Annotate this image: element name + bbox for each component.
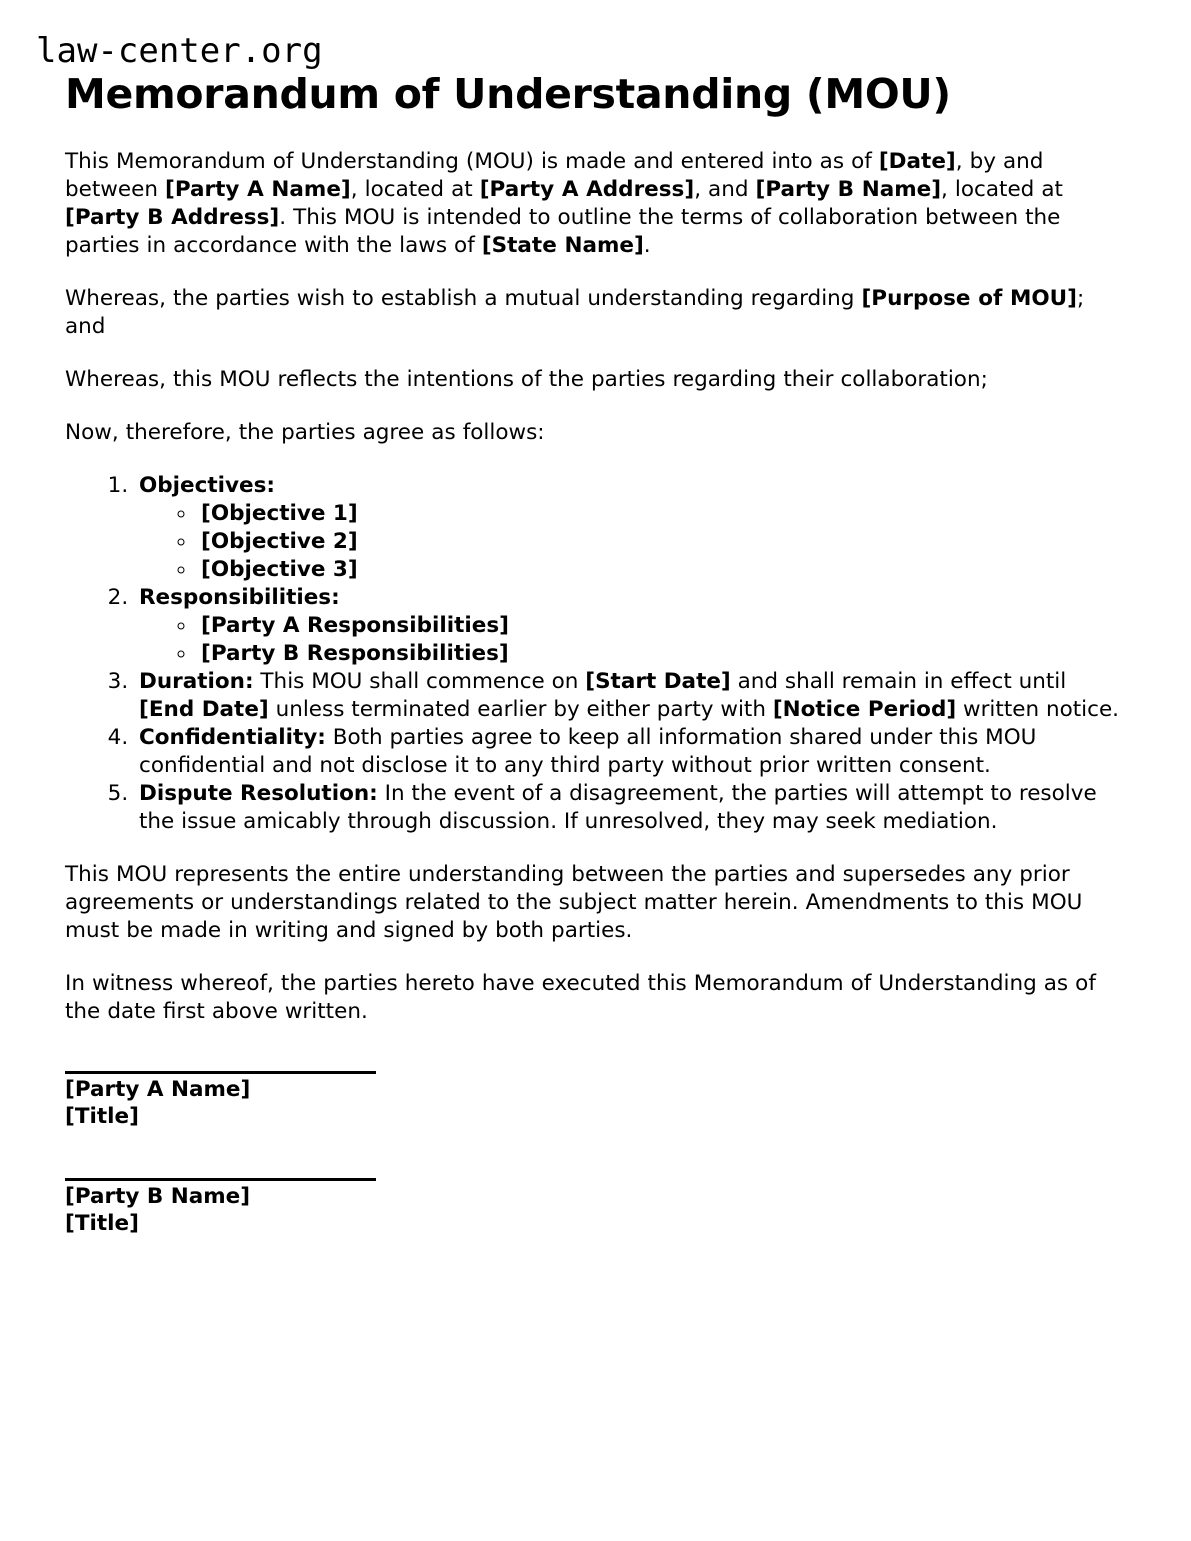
confidentiality-text: Both parties agree to keep all information shared under this MOU confidential and not disclose it to any third party without prior written consent. [139,724,1037,778]
objectives-sublist [139,500,1128,584]
agreement-item-responsibilities-heading: Responsibilities: [139,584,340,610]
list-item: ◦ [Objective 1] [197,500,1128,528]
placeholder-party-a-address: [Party A Address] [479,176,695,202]
list-item: ◦ [Objective 3] [197,556,1128,584]
document-body [0,148,1191,1237]
placeholder-party-a-name: [Party A Name] [165,176,351,202]
placeholder-party-b-name: [Party B Name] [755,176,942,202]
agreement-item-responsibilities [135,584,1128,668]
intro-text-7: . [643,232,651,258]
agreement-lead-in: Now, therefore, the parties agree as follows: [65,419,545,445]
recital-first-text-2: ; and [65,285,1085,339]
recital-second: Whereas, this MOU reflects the intentions of the parties regarding their collaboration; [65,366,988,392]
signature-name: [Party A Name] [65,1076,251,1102]
placeholder-start-date: [Start Date] [585,668,731,694]
duration-text-4: written notice. [956,696,1120,722]
agreement-item-dispute-resolution-heading: Dispute Resolution: [139,780,378,806]
intro-text-1: This Memorandum of Understanding (MOU) is made and entered into as of [65,148,879,174]
dispute-resolution-text: In the event of a disagreement, the parties will attempt to resolve the issue amicably through discussion. If unresolved, they may seek mediation. [139,780,1097,834]
intro-text-2: , by and between [65,148,1044,202]
placeholder-state-name: [State Name] [481,232,644,258]
site-source-header: law-center.org [36,31,323,71]
recital-first-text-1: Whereas, the parties wish to establish a mutual understanding regarding [65,285,862,311]
agreement-item-duration-heading: Duration: [139,668,254,694]
duration-text-3: unless terminated earlier by either party with [268,696,773,722]
intro-text-6: . This MOU is intended to outline the terms of collaboration between the parties in accordance with the laws of [65,204,1061,258]
signature-line [65,1178,376,1181]
agreement-item-confidentiality [135,724,1128,780]
agreement-item-duration [135,668,1128,724]
placeholder-notice-period: [Notice Period] [772,696,957,722]
agreement-item-objectives [135,472,1128,584]
witness-paragraph: In witness whereof, the parties hereto have executed this Memorandum of Understanding as of the date first above written. [65,970,1096,1024]
signature-block-party-a [65,1071,1128,1130]
signature-block-party-b [65,1178,1128,1237]
intro-text-4: , and [694,176,756,202]
intro-text-3: , located at [350,176,480,202]
agreement-item-dispute-resolution [135,780,1128,836]
agreement-list [65,472,1128,836]
signature-title: [Title] [65,1210,139,1236]
list-item: ◦ [Party A Responsibilities] [197,612,1128,640]
duration-text-1: This MOU shall commence on [253,668,586,694]
placeholder-date: [Date] [878,148,956,174]
signature-line [65,1071,376,1074]
placeholder-purpose-of-mou: [Purpose of MOU] [861,285,1077,311]
agreement-item-confidentiality-heading: Confidentiality: [139,724,326,750]
signature-name: [Party B Name] [65,1183,251,1209]
responsibilities-sublist [139,612,1128,668]
signature-section [65,1071,1128,1237]
agreement-item-objectives-heading: Objectives: [139,472,276,498]
signature-title: [Title] [65,1103,139,1129]
duration-text-2: and shall remain in effect until [730,668,1067,694]
list-item: ◦ [Objective 2] [197,528,1128,556]
placeholder-end-date: [End Date] [139,696,269,722]
placeholder-party-b-address: [Party B Address] [65,204,280,230]
entire-agreement-paragraph: This MOU represents the entire understanding between the parties and supersedes any prior agreements or understandings related to the subject matter herein. Amendments to this MOU must be made in writing and signed by both parties. [65,861,1083,943]
intro-text-5: , located at [941,176,1063,202]
recital-first [65,285,1128,341]
list-item: ◦ [Party B Responsibilities] [197,640,1128,668]
page-title: Memorandum of Understanding (MOU) [65,69,951,118]
intro-paragraph [65,148,1128,260]
